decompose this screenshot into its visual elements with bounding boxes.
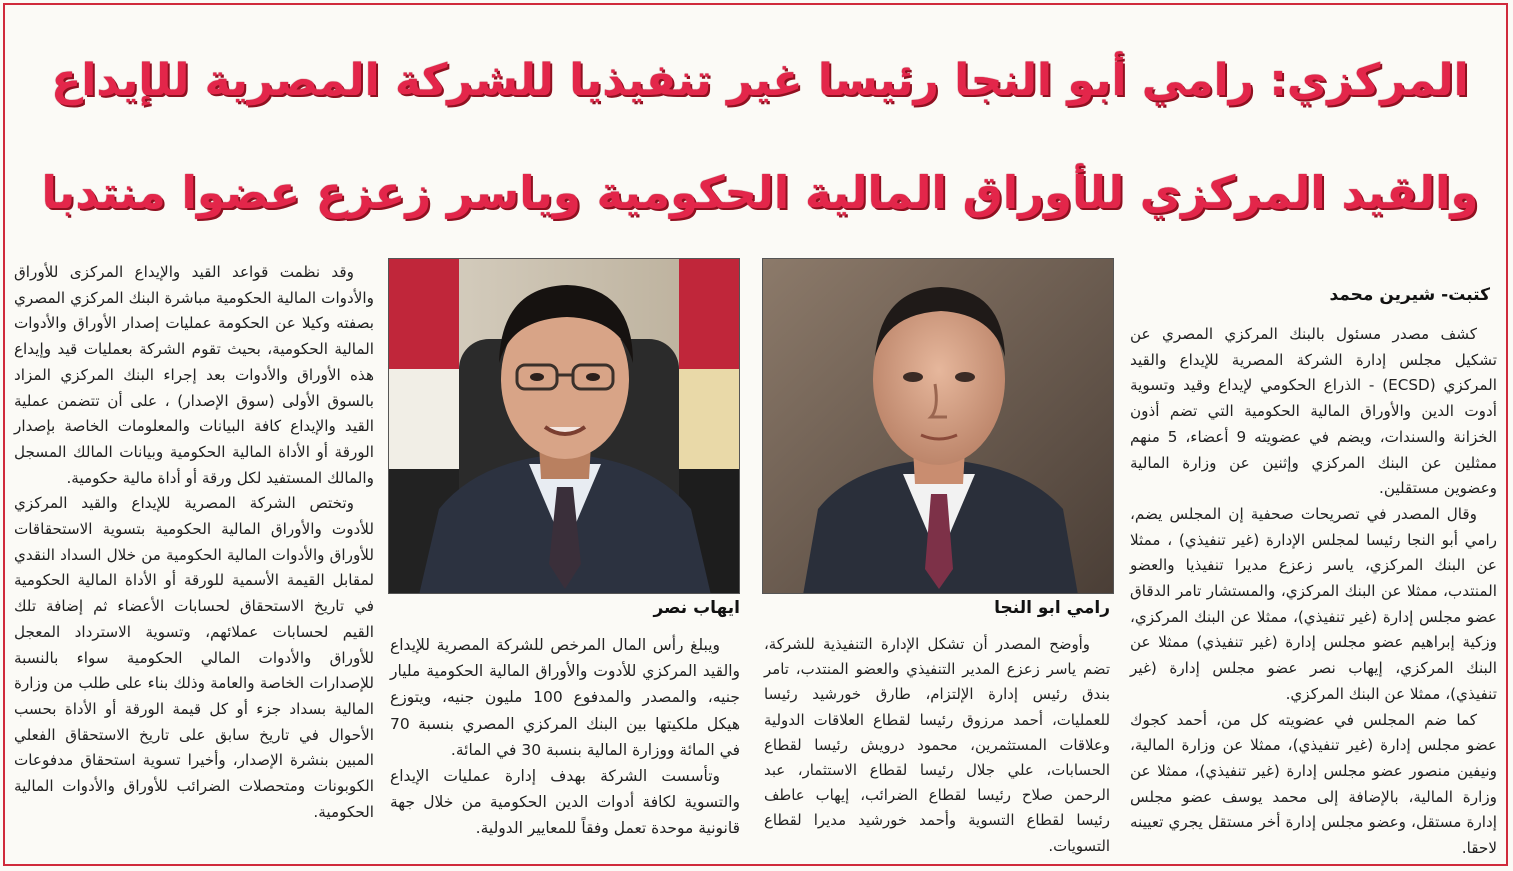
paragraph: وأوضح المصدر أن تشكل الإدارة التنفيذية للشركة، تضم ياسر زعزع المدير التنفيذي والعضو المنتدب، تامر بندق رئيس إدارة الإلتزام، طارق خورشيد رئيسا للعمليات، أحمد مرزوق رئيسا لقطاع العلاقات الدولية وعلاقات المستثمرين، محمود درويش رئيسا لقطاع الحسابات، علي جلال رئيسا لقطاع الاستثمار، عبد الرحمن صلاح رئيسا لقطاع الضرائب، إيهاب عاطف رئيسا لقطاع التسوية وأحمد خورشيد مديرا لقطاع التسويات. <box>764 635 1110 855</box>
paragraph: وتأسست الشركة بهدف إدارة عمليات الإيداع والتسوية لكافة أدوات الدين الحكومية من خلال جهة قانونية موحدة تعمل وفقاً للمعايير الدولية. <box>390 767 740 838</box>
paragraph: وقد نظمت قواعد القيد والإيداع المركزى للأوراق والأدوات المالية الحكومية مباشرة البنك المركزي المصري بصفته وكيلا عن الحكومة عمليات إصدار الأوراق والأدوات المالية الحكومية، بحيث تقوم الشركة بعمليات قيد وإيداع هذه الأوراق والأدوات بعد إجراء البنك المركزي المزاد بالسوق الأولى (سوق الإصدار) ، على أن تتضمن عملية القيد والإيداع كافة البيانات والمعلومات الخاصة بإصدار الورقة أو الأداة المالية الحكومية وبيانات المالك المسجل والمالك المستفيد لكل ورقة أو أداة مالية حكومية. <box>14 263 374 487</box>
caption-ehab-nasr: ايهاب نصر <box>653 598 740 618</box>
photo-ehab-nasr <box>388 258 740 594</box>
paragraph: كشف مصدر مسئول بالبنك المركزي المصري عن تشكيل مجلس إدارة الشركة المصرية للإيداع والقيد المركزي (ECSD) - الذراع الحكومي لإيداع وقيد وتسوية أدوت الدين والأوراق المالية الحكومية التي تضم أذون الخزانة والسندات، ويضم في عضويته 9 أعضاء، 5 منهم ممثلين عن البنك المركزي وإثنين عن وزارة المالية وعضوين مستقلين. <box>1130 325 1498 498</box>
article-column-left <box>14 260 374 825</box>
paragraph: ويبلغ رأس المال المرخص للشركة المصرية للإيداع والقيد المركزي للأدوت والأوراق المالية الحكومية مليار جنيه، والمصدر والمدفوع 100 مليون جنيه، ويتوزع هيكل ملكيتها بين البنك المركزي المصري بنسبة 70 في المائة ووزارة المالية بنسبة 30 في المائة. <box>390 636 740 759</box>
headline-line-1: المركزي: رامي أبو النجا رئيسا غير تنفيذيا للشركة المصرية للإيداع <box>51 55 1469 106</box>
photo-rami-abu-elnaga <box>762 258 1114 594</box>
paragraph: وقال المصدر في تصريحات صحفية إن المجلس يضم، رامي أبو النجا رئيسا لمجلس الإدارة (غير تنفيذي) ، ممثلا عن البنك المركزي، ياسر زعزع مديرا تنفيذيا والعضو المنتدب، ممثلا عن البنك المركزي، والمستشار تامر الدقاق عضو مجلس إدارة (غير تنفيذي)، ممثلا عن البنك المركزي، وزكية إبراهيم عضو مجلس إدارة (غير تنفيذي) ممثلا عن البنك المركزي، إيهاب نصر عضو مجلس إدارة (غير تنفيذي)، ممثلا عن البنك المركزي. <box>1130 504 1497 703</box>
paragraph: كما ضم المجلس في عضويته كل من، أحمد كجوك عضو مجلس إدارة (غير تنفيذي)، ممثلا عن وزارة المالية، ونيفين منصور عضو مجلس إدارة (غير تنفيذي)، ممثلا عن وزارة المالية، بالإضافة إلى محمد يوسف عضو مجلس إدارة مستقل، وعضو مجلس إدارة أخر مستقل يجري تعيينه لاحقا. <box>1130 710 1497 858</box>
caption-rami-abu-elnaga: رامي ابو النجا <box>994 598 1110 618</box>
article-column-mid-right <box>764 632 1110 859</box>
headline-line-2: والقيد المركزي للأوراق المالية الحكومية وياسر زعزع عضوا منتدبا <box>41 166 1479 219</box>
article-column-mid-left <box>390 632 740 842</box>
article-column-right <box>1130 322 1497 862</box>
byline: كتبت- شيرين محمد <box>1329 285 1490 305</box>
paragraph: وتختص الشركة المصرية للإيداع والقيد المركزي للأدوت والأوراق المالية الحكومية بتسوية الاستحقاقات للأوراق والأدوات المالية الحكومية من خلال السداد النقدي لمقابل القيمة الأسمية للورقة أو الأداة المالية الحكومية في تاريخ الاستحقاق لحسابات الأعضاء ثم إضافة تلك القيم لحسابات عملائهم، وتسوية الاسترداد المعجل للأوراق والأدوات المالي الحكومية سواء بالنسبة للإصدارات الخاصة والعامة وذلك بناء على طلب من وزارة المالية بسداد جزء أو كل قيمة الورقة أو الأداة بحسب الأحوال في تاريخ سابق على تاريخ الاستحقاق الفعلي المبين بنشرة الإصدار، وأخيرا تسوية استحقاق مدفوعات الكوبونات ومتحصلات الضرائب للأوراق والأدوات المالية الحكومية. <box>14 494 374 821</box>
